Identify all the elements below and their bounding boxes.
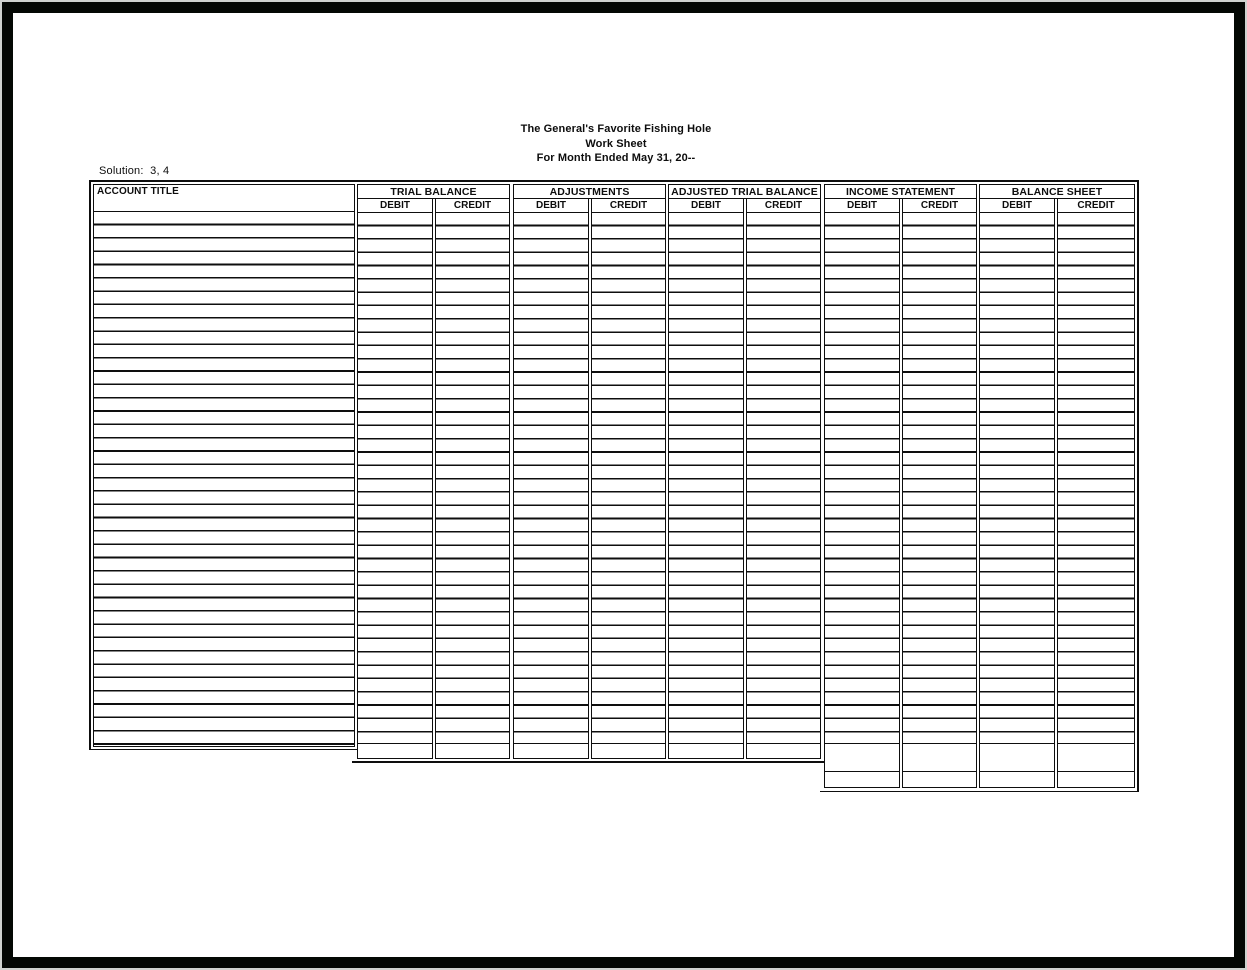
extra-row xyxy=(747,744,820,758)
income-statement-credit-column xyxy=(902,199,977,788)
table-outline-statement-bottom xyxy=(820,791,1139,793)
adjusted-trial-balance-label: ADJUSTED TRIAL BALANCE xyxy=(668,184,821,199)
column-group-adjustments xyxy=(513,184,666,759)
extra-row xyxy=(514,744,588,758)
trial-balance-credit-column xyxy=(435,199,510,759)
total-row xyxy=(1058,772,1134,787)
column-group-income-statement xyxy=(824,184,977,788)
total-row xyxy=(980,772,1054,787)
balance-sheet-debit-column xyxy=(979,199,1055,788)
adjusted-trial-balance-credit-column xyxy=(746,199,821,759)
trial-balance-label: TRIAL BALANCE xyxy=(357,184,510,199)
solution-note: Solution: 3, 4 xyxy=(99,165,170,177)
extra-row xyxy=(669,744,743,758)
adjustments-label: ADJUSTMENTS xyxy=(513,184,666,199)
debit-header: DEBIT xyxy=(825,199,899,213)
credit-header: CREDIT xyxy=(903,199,976,213)
adjustments-credit-column xyxy=(591,199,666,759)
total-row xyxy=(825,772,899,787)
worksheet-table xyxy=(93,184,1135,804)
empty-rows-area xyxy=(592,213,665,744)
debit-header: DEBIT xyxy=(514,199,588,213)
income-statement-label: INCOME STATEMENT xyxy=(824,184,977,199)
account-title-empty-rows xyxy=(94,212,354,746)
empty-rows-area xyxy=(436,213,509,744)
net-income-row xyxy=(980,744,1054,772)
empty-rows-area xyxy=(1058,213,1134,744)
net-income-row xyxy=(825,744,899,772)
worksheet-heading xyxy=(316,122,916,166)
adjusted-trial-balance-debit-column xyxy=(668,199,744,759)
worksheet-title: Work Sheet xyxy=(585,137,647,150)
empty-rows-area xyxy=(514,213,588,744)
debit-header: DEBIT xyxy=(358,199,432,213)
table-outline-right xyxy=(1137,180,1139,792)
credit-header: CREDIT xyxy=(1058,199,1134,213)
account-title-header: ACCOUNT TITLE xyxy=(94,185,354,212)
total-row xyxy=(903,772,976,787)
empty-rows-area xyxy=(825,213,899,744)
credit-header: CREDIT xyxy=(592,199,665,213)
worksheet-period: For Month Ended May 31, 20-- xyxy=(536,152,696,164)
company-name: The General's Favorite Fishing Hole xyxy=(520,123,712,135)
debit-header: DEBIT xyxy=(669,199,743,213)
net-income-row xyxy=(903,744,976,772)
balance-sheet-label: BALANCE SHEET xyxy=(979,184,1135,199)
empty-rows-area xyxy=(669,213,743,744)
credit-header: CREDIT xyxy=(747,199,820,213)
empty-rows-area xyxy=(358,213,432,744)
credit-header: CREDIT xyxy=(436,199,509,213)
extra-row xyxy=(436,744,509,758)
column-group-adjusted-trial-balance xyxy=(668,184,821,759)
income-statement-debit-column xyxy=(824,199,900,788)
account-title-column xyxy=(93,184,355,747)
extra-row xyxy=(358,744,432,758)
table-outline-account-title-bottom xyxy=(89,749,358,751)
balance-sheet-credit-column xyxy=(1057,199,1135,788)
empty-rows-area xyxy=(903,213,976,744)
adjustments-debit-column xyxy=(513,199,589,759)
table-outline-top xyxy=(89,180,1139,182)
trial-balance-debit-column xyxy=(357,199,433,759)
empty-rows-area xyxy=(980,213,1054,744)
table-outline-left xyxy=(89,180,91,750)
table-outline-middle-bottom xyxy=(352,761,824,763)
column-group-balance-sheet xyxy=(979,184,1135,788)
net-income-row xyxy=(1058,744,1134,772)
empty-rows-area xyxy=(747,213,820,744)
extra-row xyxy=(592,744,665,758)
column-group-trial-balance xyxy=(357,184,510,759)
debit-header: DEBIT xyxy=(980,199,1054,213)
